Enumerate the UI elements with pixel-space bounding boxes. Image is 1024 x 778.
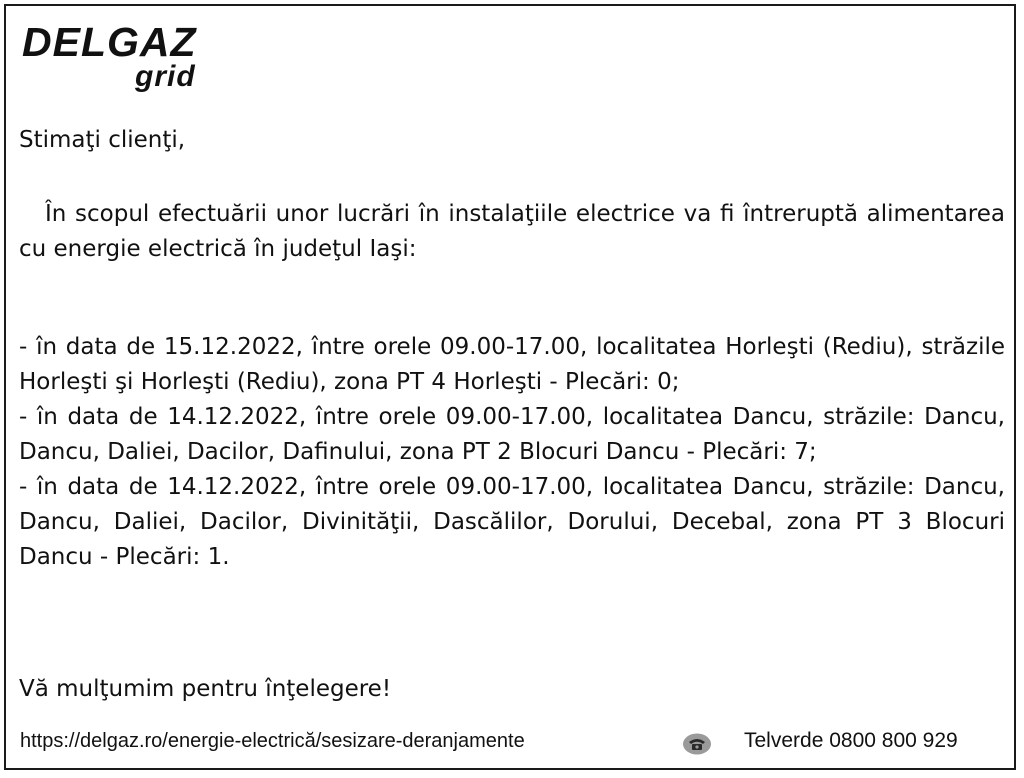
closing-line: Vă mulţumim pentru înţelegere! (19, 676, 392, 702)
phone-number: Telverde 0800 800 929 (744, 729, 958, 752)
phone-icon (682, 733, 712, 755)
delgaz-logo (22, 19, 217, 97)
outage-item: - în data de 14.12.2022, între orele 09.00-17.00, localitatea Dancu, străzile: Dancu, Dancu, Daliei, Dacilor, Dafinului, zona PT 2 Blocuri Dancu - Plecări: 7; (19, 404, 1005, 465)
outage-item: - în data de 15.12.2022, între orele 09.00-17.00, localitatea Horleşti (Rediu), străzile Horleşti şi Horleşti (Rediu), zona PT 4 Horleşti - Plecări: 0; (19, 334, 1005, 395)
report-outage-link[interactable]: https://delgaz.ro/energie-electrică/sesizare-deranjamente (20, 730, 525, 752)
outage-item: - în data de 14.12.2022, între orele 09.00-17.00, localitatea Dancu, străzile: Dancu, Dancu, Daliei, Dacilor, Divinităţii, Dascălilor, Dorului, Decebal, zona PT 3 Blocuri Dancu - Plecări: 1. (19, 474, 1005, 570)
logo-wordmark: DELGAZ (22, 19, 197, 65)
logo-subtitle: grid (135, 60, 196, 93)
intro-paragraph: În scopul efectuării unor lucrări în instalaţiile electrice va fi întreruptă alimentarea cu energie electrică în judeţul Iaşi: (19, 201, 1005, 262)
outage-list (19, 330, 1005, 575)
greeting: Stimaţi clienţi, (19, 127, 186, 153)
